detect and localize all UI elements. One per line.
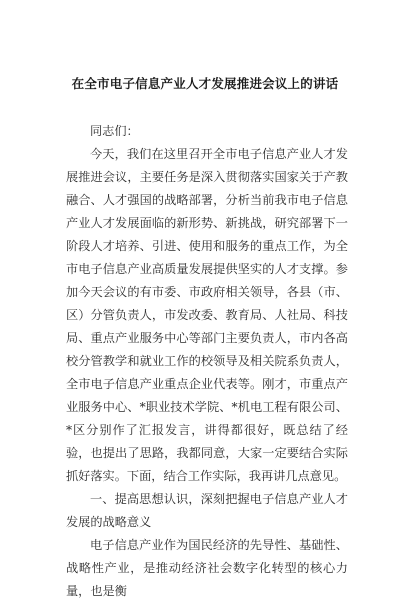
document-title: 在全市电子信息产业人才发展推进会议上的讲话 [71, 76, 339, 91]
paragraph-section-1: 电子信息产业作为国民经济的先导性、基础性、战略性产业，是推动经济社会数字化转型的核心力量，也是衡 [66, 538, 348, 598]
salutation: 同志们： [90, 124, 139, 138]
document-body [66, 120, 348, 603]
paragraph-intro: 今天，我们在这里召开全市电子信息产业人才发展推进会议，主要任务是深入贯彻落实国家关于产教融合、人才强国的战略部署，分析当前我市电子信息产业人才发展面临的新形势、新挑战，研究部署下一阶段人才培养、引进、使用和服务的重点工作，为全市电子信息产业高质量发展提供坚实的人才支撑。参加今天会议的有市委、市政府相关领导，各县（市、区）分管负责人，市发改委、教育局、人社局、科技局、重点产业服务中心等部门主要负责人，市内各高校分管教学和就业工作的校领导及相关院系负责人，全市电子信息产业重点企业代表等。刚才，市重点产业服务中心、*职业技术学院、*机电工程有限公司、*区分别作了汇报发言，讲得都很好，既总结了经验，也提出了思路，我都同意，大家一定要结合实际抓好落实。下面，结合工作实际，我再讲几点意见。 [66, 147, 348, 483]
section-heading-1: 一、提高思想认识，深刻把握电子信息产业人才发展的战略意义 [66, 492, 348, 529]
